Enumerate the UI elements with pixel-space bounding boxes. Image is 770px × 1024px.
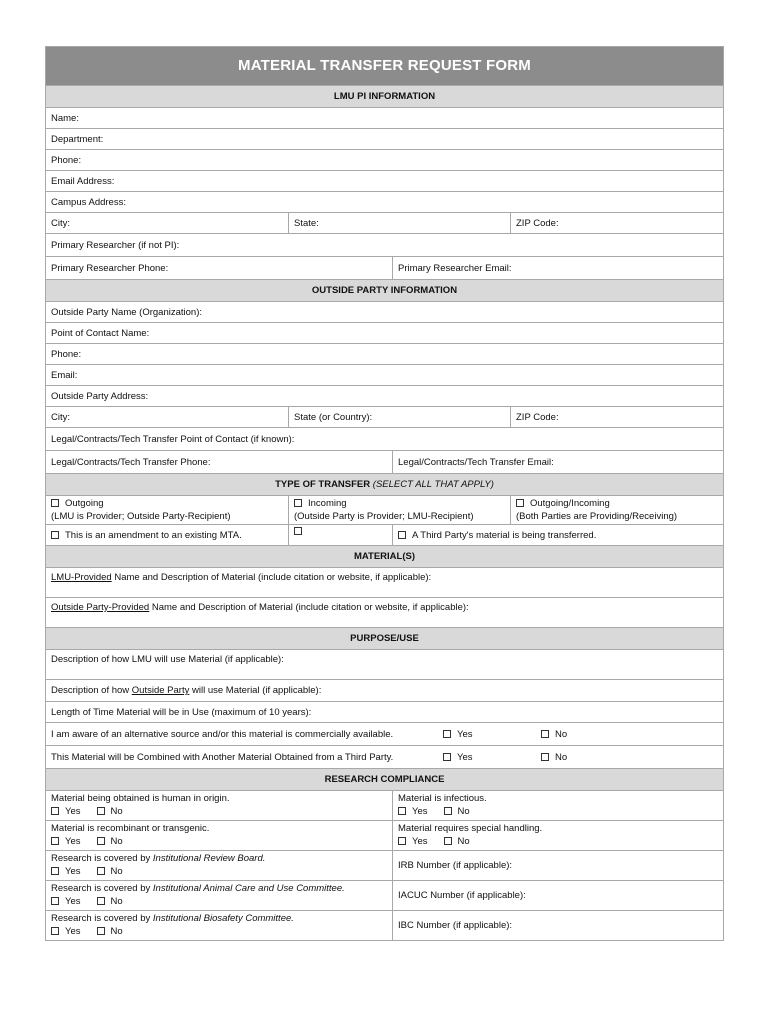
combined-yes-checkbox[interactable] — [443, 753, 451, 761]
combined-no-label: No — [555, 751, 568, 763]
irb-committee: Institutional Review Board. — [152, 852, 266, 864]
transfer-outgoing-option[interactable] — [46, 496, 288, 524]
outside-address-label: Outside Party Address: — [51, 390, 149, 402]
special-handling-label: Material requires special handling. — [398, 822, 543, 834]
pi-city-field[interactable]: City: — [51, 217, 70, 229]
irb-prefix: Research is covered by — [51, 852, 153, 864]
both-label: Outgoing/Incoming — [530, 498, 610, 509]
lmu-use-label: Description of how LMU will use Material (if applicable): — [51, 654, 284, 665]
pi-phone-row[interactable] — [46, 149, 723, 170]
primary-researcher-contact-row — [46, 256, 723, 279]
iacuc-number-field[interactable]: IACUC Number (if applicable): — [392, 881, 723, 910]
outside-use-suffix: will use Material (if applicable): — [189, 685, 322, 696]
iacuc-question — [46, 881, 392, 910]
outside-use-label — [46, 680, 723, 701]
special-no[interactable] — [444, 835, 470, 848]
primary-researcher-label: Primary Researcher (if not PI): — [51, 239, 180, 251]
outside-phone-row[interactable] — [46, 343, 723, 364]
outside-provided-link: Outside Party-Provided — [51, 602, 150, 613]
compliance-row-irb — [46, 850, 723, 880]
outside-zip-field[interactable]: ZIP Code: — [510, 407, 723, 427]
human-origin-question — [46, 791, 392, 820]
pi-phone-label: Phone: — [51, 154, 82, 166]
transfer-options-row — [46, 495, 723, 524]
irb-no-checkbox[interactable] — [97, 867, 105, 875]
legal-phone-email-row — [46, 450, 723, 473]
outside-city-field[interactable]: City: — [51, 411, 70, 423]
combined-row — [46, 745, 723, 768]
compliance-row-ibc — [46, 910, 723, 940]
compliance-row-1 — [46, 790, 723, 820]
irb-yes-label: Yes — [65, 865, 81, 877]
primary-researcher-row[interactable] — [46, 233, 723, 256]
special-no-checkbox[interactable] — [444, 837, 452, 845]
recombinant-label: Material is recombinant or transgenic. — [51, 822, 210, 834]
third-party-label: A Third Party's material is being transferred. — [412, 529, 597, 541]
pi-department-label: Department: — [51, 133, 104, 145]
amendment-label: This is an amendment to an existing MTA. — [65, 529, 242, 541]
infectious-no-label: No — [457, 805, 470, 817]
alt-source-yes[interactable] — [443, 729, 541, 740]
iacuc-prefix: Research is covered by — [51, 882, 153, 894]
special-yes-checkbox[interactable] — [398, 837, 406, 845]
irb-yes[interactable] — [51, 865, 81, 878]
special-no-label: No — [457, 835, 470, 847]
both-sub-label: (Both Parties are Providing/Receiving) — [516, 511, 678, 522]
recombinant-no-checkbox[interactable] — [97, 837, 105, 845]
ibc-yes-checkbox[interactable] — [51, 927, 59, 935]
both-checkbox[interactable] — [516, 499, 524, 507]
primary-researcher-phone-field[interactable]: Primary Researcher Phone: — [51, 262, 169, 274]
section-lmu-pi: LMU PI INFORMATION — [46, 85, 723, 107]
third-party-option[interactable] — [392, 525, 723, 545]
transfer-incoming-option[interactable] — [288, 496, 510, 524]
pi-city-state-zip-row — [46, 212, 723, 233]
iacuc-yes-checkbox[interactable] — [51, 897, 59, 905]
section-outside-party: OUTSIDE PARTY INFORMATION — [46, 279, 723, 301]
alt-source-yes-label: Yes — [457, 728, 473, 740]
pi-zip-field[interactable]: ZIP Code: — [510, 213, 723, 233]
transfer-header-note: (SELECT ALL THAT APPLY) — [372, 479, 494, 490]
legal-phone-field[interactable]: Legal/Contracts/Tech Transfer Phone: — [51, 456, 211, 468]
length-of-use-row[interactable] — [46, 701, 723, 722]
transfer-amendment-row — [46, 524, 723, 545]
amendment-checkbox[interactable] — [51, 531, 59, 539]
pi-name-label: Name: — [51, 112, 79, 124]
ibc-no[interactable] — [97, 925, 123, 938]
iacuc-yes-label: Yes — [65, 895, 81, 907]
unlabeled-option[interactable] — [288, 525, 392, 545]
ibc-committee: Institutional Biosafety Committee. — [152, 912, 294, 924]
special-yes-label: Yes — [412, 835, 428, 847]
pi-name-row[interactable] — [46, 107, 723, 128]
incoming-checkbox[interactable] — [294, 499, 302, 507]
infectious-label: Material is infectious. — [398, 792, 487, 804]
outside-contact-label: Point of Contact Name: — [51, 327, 150, 339]
alt-source-row — [46, 722, 723, 745]
ibc-question — [46, 911, 392, 940]
alt-source-yes-checkbox[interactable] — [443, 730, 451, 738]
infectious-no-checkbox[interactable] — [444, 807, 452, 815]
recombinant-yes-label: Yes — [65, 835, 81, 847]
outside-name-label: Outside Party Name (Organization): — [51, 306, 203, 318]
lmu-material-row[interactable] — [46, 567, 723, 597]
form-title: MATERIAL TRANSFER REQUEST FORM — [46, 47, 723, 85]
lmu-material-text: Name and Description of Material (include citation or website, if applicable): — [111, 572, 432, 583]
amendment-option[interactable] — [46, 525, 288, 545]
outside-city-state-zip-row — [46, 406, 723, 427]
transfer-both-option[interactable] — [510, 496, 723, 524]
compliance-row-2 — [46, 820, 723, 850]
iacuc-no-label: No — [110, 895, 123, 907]
ibc-yes-label: Yes — [65, 925, 81, 937]
combined-yes[interactable] — [443, 752, 541, 763]
pi-email-row[interactable] — [46, 170, 723, 191]
outside-material-text: Name and Description of Material (include citation or website, if applicable): — [149, 602, 469, 613]
outside-email-label: Email: — [51, 369, 78, 381]
special-yes[interactable] — [398, 835, 428, 848]
outside-use-prefix: Description of how — [51, 685, 132, 696]
outside-use-row[interactable] — [46, 679, 723, 701]
section-materials: MATERIAL(S) — [46, 545, 723, 567]
iacuc-committee: Institutional Animal Care and Use Committee. — [152, 882, 345, 894]
combined-no[interactable] — [541, 752, 723, 763]
transfer-header-label: TYPE OF TRANSFER — [275, 479, 371, 490]
alt-source-no[interactable] — [541, 729, 723, 740]
primary-researcher-email-field[interactable]: Primary Researcher Email: — [392, 257, 723, 279]
outside-email-row[interactable] — [46, 364, 723, 385]
pi-email-label: Email Address: — [51, 175, 115, 187]
human-no-checkbox[interactable] — [97, 807, 105, 815]
irb-no[interactable] — [97, 865, 123, 878]
third-party-checkbox[interactable] — [398, 531, 406, 539]
human-yes-checkbox[interactable] — [51, 807, 59, 815]
outside-contact-row[interactable] — [46, 322, 723, 343]
human-no-label: No — [110, 805, 123, 817]
pi-department-row[interactable] — [46, 128, 723, 149]
recombinant-question — [46, 821, 392, 850]
incoming-label: Incoming — [308, 498, 347, 509]
unlabeled-checkbox[interactable] — [294, 527, 302, 535]
ibc-no-label: No — [110, 925, 123, 937]
outgoing-sub-label: (LMU is Provider; Outside Party-Recipient) — [51, 511, 231, 522]
alt-source-label: I am aware of an alternative source and/or this material is commercially available. — [51, 728, 394, 740]
outside-phone-label: Phone: — [51, 348, 82, 360]
lmu-provided-link: LMU-Provided — [51, 572, 112, 583]
alt-source-no-checkbox[interactable] — [541, 730, 549, 738]
iacuc-no-checkbox[interactable] — [97, 897, 105, 905]
legal-contact-row[interactable] — [46, 427, 723, 450]
infectious-yes-label: Yes — [412, 805, 428, 817]
recombinant-yes[interactable] — [51, 835, 81, 848]
legal-contact-label: Legal/Contracts/Tech Transfer Point of Contact (if known): — [51, 433, 295, 445]
pi-campus-address-row[interactable] — [46, 191, 723, 212]
ibc-no-checkbox[interactable] — [97, 927, 105, 935]
outside-material-row[interactable] — [46, 597, 723, 627]
alt-source-no-label: No — [555, 728, 568, 740]
infectious-yes-checkbox[interactable] — [398, 807, 406, 815]
legal-email-field[interactable]: Legal/Contracts/Tech Transfer Email: — [392, 451, 723, 473]
recombinant-yes-checkbox[interactable] — [51, 837, 59, 845]
human-no[interactable] — [97, 805, 123, 818]
material-transfer-form — [45, 46, 724, 941]
combined-yes-label: Yes — [457, 751, 473, 763]
iacuc-yes[interactable] — [51, 895, 81, 908]
outside-state-field[interactable]: State (or Country): — [288, 407, 510, 427]
iacuc-no[interactable] — [97, 895, 123, 908]
ibc-yes[interactable] — [51, 925, 81, 938]
section-research-compliance: RESEARCH COMPLIANCE — [46, 768, 723, 790]
outside-address-row[interactable] — [46, 385, 723, 406]
recombinant-no[interactable] — [97, 835, 123, 848]
combined-label: This Material will be Combined with Another Material Obtained from a Third Party. — [51, 751, 394, 763]
recombinant-no-label: No — [110, 835, 123, 847]
human-yes[interactable] — [51, 805, 81, 818]
pi-state-field[interactable]: State: — [288, 213, 510, 233]
infectious-question — [392, 791, 723, 820]
combined-no-checkbox[interactable] — [541, 753, 549, 761]
pi-campus-address-label: Campus Address: — [51, 196, 126, 208]
section-type-of-transfer — [46, 473, 723, 495]
outgoing-checkbox[interactable] — [51, 499, 59, 507]
length-of-use-label: Length of Time Material will be in Use (maximum of 10 years): — [51, 706, 312, 718]
lmu-material-label — [46, 568, 723, 597]
outside-material-label — [46, 598, 723, 627]
outgoing-label: Outgoing — [65, 498, 104, 509]
ibc-number-field[interactable]: IBC Number (if applicable): — [392, 911, 723, 940]
irb-yes-checkbox[interactable] — [51, 867, 59, 875]
outside-name-row[interactable] — [46, 301, 723, 322]
compliance-row-iacuc — [46, 880, 723, 910]
ibc-prefix: Research is covered by — [51, 912, 153, 924]
lmu-use-row[interactable] — [46, 649, 723, 679]
irb-no-label: No — [110, 865, 123, 877]
human-yes-label: Yes — [65, 805, 81, 817]
infectious-yes[interactable] — [398, 805, 428, 818]
human-origin-label: Material being obtained is human in origin. — [51, 792, 230, 804]
outside-use-link: Outside Party — [131, 685, 190, 696]
irb-number-field[interactable]: IRB Number (if applicable): — [392, 851, 723, 880]
incoming-sub-label: (Outside Party is Provider; LMU-Recipient) — [294, 511, 474, 522]
infectious-no[interactable] — [444, 805, 470, 818]
special-handling-question — [392, 821, 723, 850]
irb-question — [46, 851, 392, 880]
section-purpose-use: PURPOSE/USE — [46, 627, 723, 649]
